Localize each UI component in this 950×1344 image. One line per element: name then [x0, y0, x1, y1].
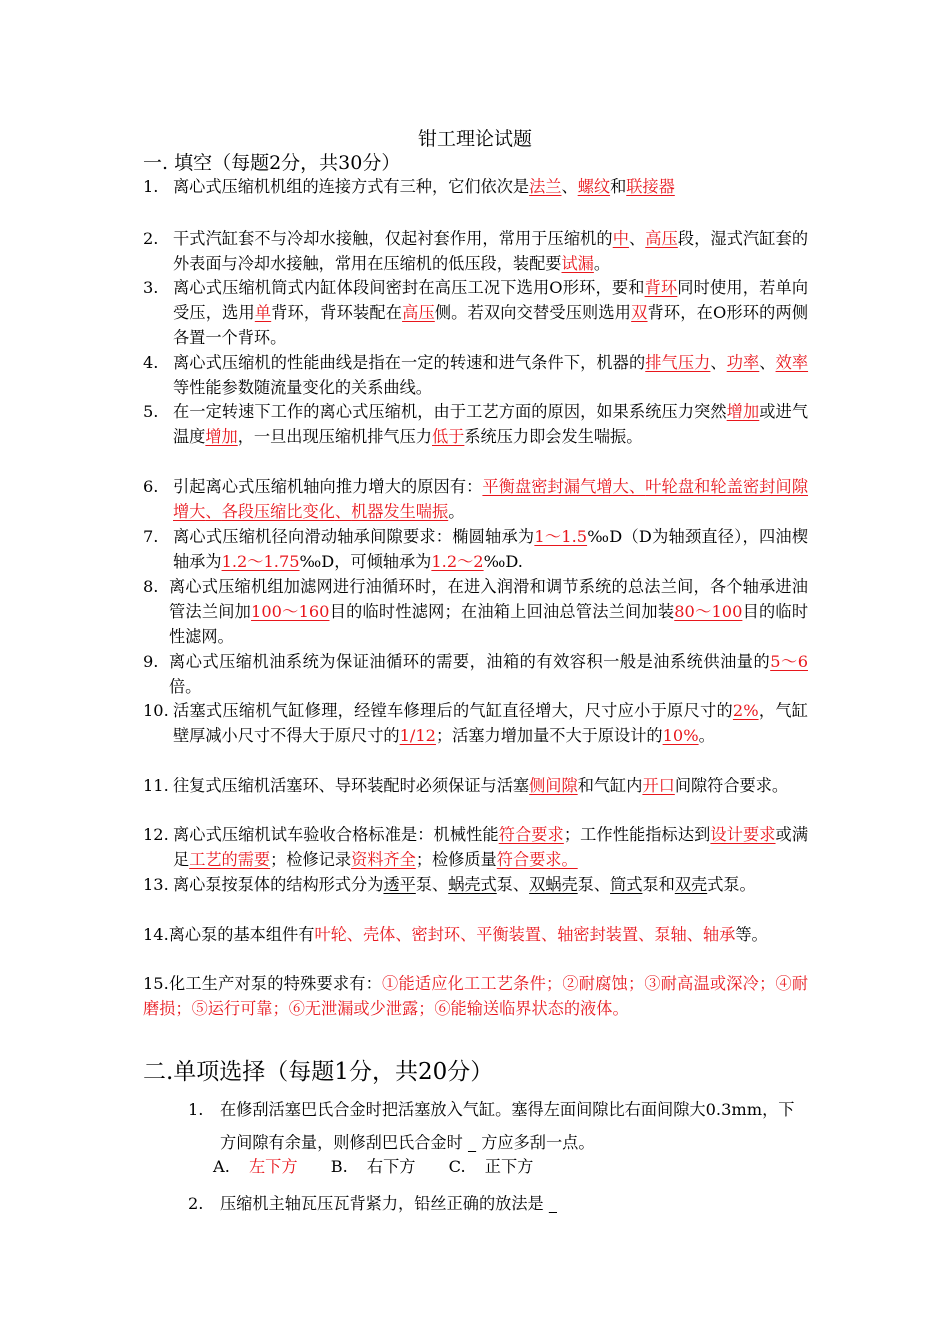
- answer: 各段压缩比变化: [221, 502, 335, 521]
- answer: 增加: [205, 427, 238, 446]
- answer: 中: [612, 229, 629, 248]
- answer: ②耐腐蚀: [562, 974, 628, 993]
- answer: 2%: [732, 701, 759, 720]
- question-number: 2.: [143, 229, 159, 248]
- question-number: 11.: [143, 776, 169, 795]
- answer: 1/12: [399, 726, 436, 745]
- option-c: C. 正下方: [448, 1157, 534, 1176]
- answer: 双: [631, 303, 648, 322]
- answer: 1.2～2: [431, 552, 484, 571]
- answer: 联接器: [626, 177, 675, 196]
- answer: 设计要求: [710, 825, 776, 844]
- question-4: 4. 离心式压缩机的性能曲线是指在一定的转速和进气条件下，机器的排气压力、功率、效率等性能参数随流量变化的关系曲线。: [143, 350, 808, 400]
- question-number: 15.: [143, 974, 169, 993]
- question-13: 13. 离心泵按泵体的结构形式分为透平泵、蜗壳式泵、双蜗壳泵、筒式泵和双壳式泵。: [143, 872, 808, 897]
- question-6: 6. 引起离心式压缩机轴向推力增大的原因有：平衡盘密封漏气增大、叶轮盘和轮盖密封间隙增大、各段压缩比变化、机器发生喘振。: [143, 474, 808, 524]
- question-9: 9. 离心式压缩机油系统为保证油循环的需要，油箱的有效容积一般是油系统供油量的5～6倍。: [143, 649, 808, 699]
- question-number: 13.: [143, 875, 169, 894]
- question-2: 2. 干式汽缸套不与冷却水接触，仅起衬套作用，常用于压缩机的中、高压段，湿式汽缸套的外表面与冷却水接触，常用在压缩机的低压段，装配要试漏。: [143, 226, 808, 276]
- question-number: 12.: [143, 825, 169, 844]
- answer: 叶轮盘和轮盖密封间隙增大: [173, 477, 809, 521]
- answer: 开口: [642, 776, 675, 795]
- answer-blank: _: [548, 1194, 557, 1213]
- question-3: 3. 离心式压缩机筒式内缸体段间密封在高压工况下选用O形环，要和背环同时使用，若单向受压，选用单背环，背环装配在高压侧。若双向交替受压则选用双背环，在O形环的两侧各置一个背环。: [143, 275, 808, 350]
- answer: 增加: [726, 402, 760, 421]
- option-a: A. 左下方: [213, 1157, 298, 1176]
- answer: 低于: [432, 427, 465, 446]
- answer: 法兰: [529, 177, 562, 196]
- section-fill-blank-heading: 一. 填空（每题2分，共30分）: [143, 152, 401, 174]
- question-number: 2.: [188, 1194, 204, 1213]
- question-10: 10. 活塞式压缩机气缸修理，经镗车修理后的气缸直径增大，尺寸应小于原尺寸的2%，气缸壁厚减小尺寸不得大于原尺寸的1/12；活塞力增加量不大于原设计的10%。: [143, 698, 808, 748]
- question-14: 14.离心泵的基本组件有叶轮、壳体、密封环、平衡装置、轴密封装置、泵轴、轴承等。: [143, 925, 768, 944]
- question-number: 3.: [143, 278, 159, 297]
- answer: 符合要求: [498, 825, 564, 844]
- answer: 效率: [775, 353, 809, 372]
- question-number: 9.: [143, 652, 159, 671]
- page-title: 钳工理论试题: [417, 128, 532, 150]
- answer: 双蜗壳: [529, 875, 578, 894]
- choice-options: [213, 1153, 561, 1177]
- question-number: 7.: [143, 527, 159, 546]
- answer: 资料齐全: [351, 850, 416, 869]
- answer: 透平: [383, 875, 416, 894]
- answer: 筒式: [610, 875, 643, 894]
- question-number: 1.: [143, 177, 159, 196]
- answer: 叶轮、壳体、密封环、平衡装置、轴密封装置、泵轴、轴承: [314, 925, 736, 944]
- question-number: 8.: [143, 577, 159, 596]
- answer: 双壳: [674, 875, 708, 894]
- question-number: 5.: [143, 402, 159, 421]
- answer: 试漏: [561, 254, 594, 273]
- answer: 背环: [644, 278, 678, 297]
- answer: 螺纹: [577, 177, 611, 196]
- answer: 100～160: [251, 602, 330, 621]
- answer: 符合要求。: [496, 850, 578, 869]
- question-11: 11. 往复式压缩机活塞环、导环装配时必须保证与活塞侧间隙和气缸内开口间隙符合要求。: [143, 773, 808, 798]
- question-number: 6.: [143, 477, 159, 496]
- answer: ⑥无泄漏或少泄露: [288, 999, 419, 1018]
- answer: 1～1.5: [534, 527, 588, 546]
- question-8: 8. 离心式压缩机组加滤网进行油循环时，在进入润滑和调节系统的总法兰间，各个轴承进油管法兰间加100～160目的临时性滤网；在油箱上回油总管法兰间加装80～100目的临时性滤网。: [143, 574, 808, 649]
- answer: 工艺的需要: [189, 850, 271, 869]
- question-5: 5. 在一定转速下工作的离心式压缩机，由于工艺方面的原因，如果系统压力突然增加或进气温度增加，一旦出现压缩机排气压力低于系统压力即会发生喘振。: [143, 399, 808, 449]
- section-single-choice-heading: 二.单项选择（每题1分，共20分）: [143, 1059, 494, 1085]
- choice-question-2: 2. 压缩机主轴瓦压瓦背紧力，铅丝正确的放法是 _: [188, 1187, 808, 1220]
- answer: 排气压力: [645, 353, 711, 372]
- answer: 1.2～1.75: [221, 552, 300, 571]
- question-number: 4.: [143, 353, 159, 372]
- answer: 高压: [402, 303, 435, 322]
- answer: ⑤运行可靠: [191, 999, 273, 1018]
- option-a-answer: 左下方: [249, 1157, 298, 1176]
- answer: 平衡盘密封漏气增大: [482, 477, 629, 496]
- answer: 10%: [662, 726, 699, 745]
- answer: ⑥能输送临界状态的液体: [434, 999, 613, 1018]
- question-12: 12. 离心式压缩机试车验收合格标准是：机械性能符合要求；工作性能指标达到设计要求或满足工艺的需要；检修记录资料齐全；检修质量符合要求。: [143, 822, 808, 872]
- question-number: 14.: [143, 925, 169, 944]
- answer: 蜗壳式: [448, 875, 497, 894]
- choice-question-1: 1. 在修刮活塞巴氏合金时把活塞放入气缸。塞得左面间隙比右面间隙大0.3mm，下方间隙有余量，则修刮巴氏合金时 _ 方应多刮一点。: [188, 1093, 808, 1159]
- question-1: 1. 离心式压缩机机组的连接方式有三种，它们依次是法兰、螺纹和联接器: [143, 174, 808, 199]
- answer: 机器发生喘振: [351, 502, 449, 521]
- answer: 侧间隙: [529, 776, 578, 795]
- answer: ①能适应化工工艺条件: [382, 974, 546, 993]
- answer: ③耐高温或深冷: [644, 974, 760, 993]
- answer: 功率: [726, 353, 760, 372]
- option-b: B. 右下方: [330, 1157, 416, 1176]
- answer-blank: _: [467, 1133, 477, 1152]
- answer: 80～100: [674, 602, 743, 621]
- question-15: 15.化工生产对泵的特殊要求有：①能适应化工工艺条件；②耐腐蚀；③耐高温或深冷；④耐磨损；⑤运行可靠；⑥无泄漏或少泄露；⑥能输送临界状态的液体。: [143, 974, 809, 1018]
- answer: 5～6: [770, 652, 808, 671]
- question-number: 1.: [188, 1100, 204, 1119]
- answer: 单: [254, 303, 272, 322]
- question-7: 7. 离心式压缩机径向滑动轴承间隙要求：椭圆轴承为1～1.5‰D（D为轴颈直径），四油楔轴承为1.2～1.75‰D，可倾轴承为1.2～2‰D.: [143, 524, 808, 574]
- answer: ④耐磨损: [143, 974, 809, 1018]
- question-number: 10.: [143, 701, 169, 720]
- answer: 高压: [645, 229, 678, 248]
